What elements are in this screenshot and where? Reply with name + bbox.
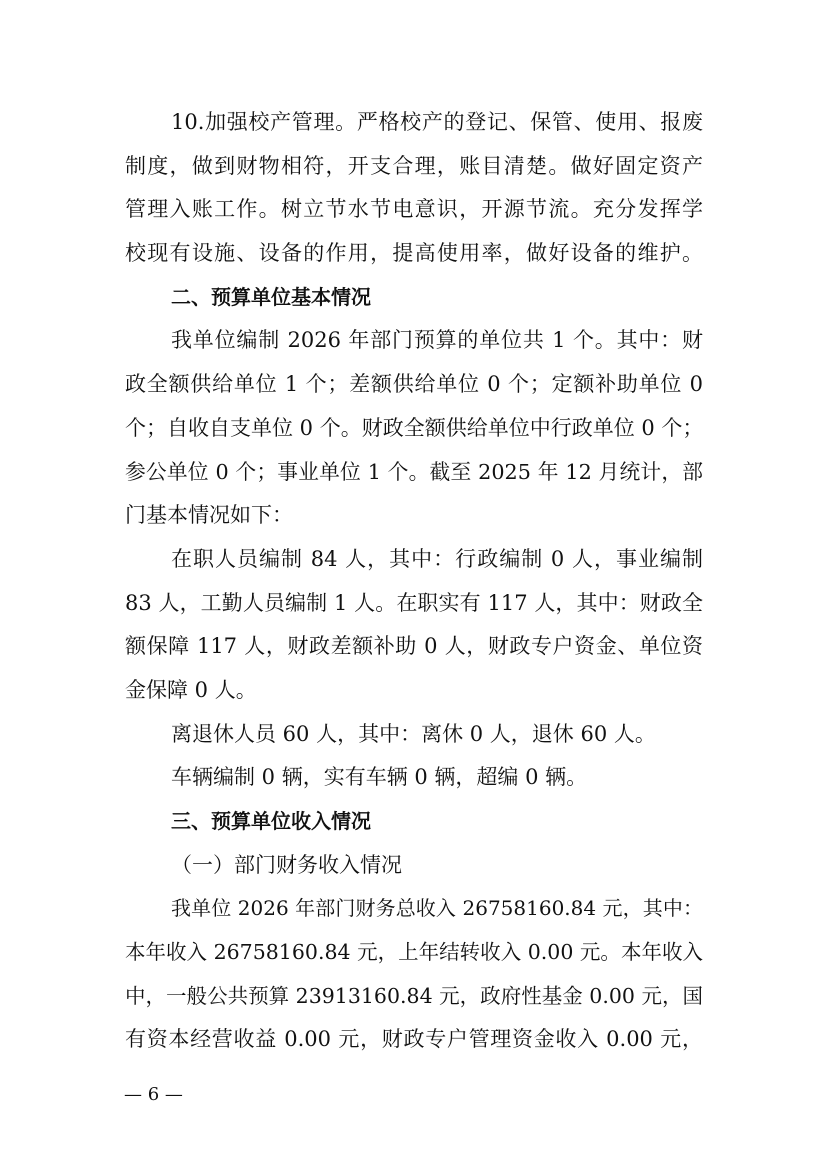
paragraph-line: 参公单位 0 个；事业单位 1 个。截至 2025 年 12 月统计，部: [125, 459, 703, 484]
document-body: [125, 101, 703, 1062]
paragraph-line: 我单位 2026 年部门财务总收入 26758160.84 元，其中：: [171, 896, 703, 921]
paragraph-line: 有资本经营收益 0.00 元，财政专户管理资金收入 0.00 元，: [125, 1027, 703, 1052]
paragraph-line: 政全额供给单位 1 个；差额供给单位 0 个；定额补助单位 0: [125, 372, 703, 397]
subsection-heading: （一）部门财务收入情况: [171, 852, 402, 877]
paragraph-line: 离退休人员 60 人，其中：离休 0 人，退休 60 人。: [171, 721, 656, 746]
section-heading: 三、预算单位收入情况: [171, 809, 371, 833]
paragraph-line: 校现有设施、设备的作用，提高使用率，做好设备的维护。: [125, 241, 703, 266]
paragraph-line: 制度，做到财物相符，开支合理，账目清楚。做好固定资产: [125, 153, 703, 178]
paragraph-line: 金保障 0 人。: [125, 677, 257, 702]
paragraph-line: 门基本情况如下：: [125, 503, 293, 528]
paragraph-line: 在职人员编制 84 人，其中：行政编制 0 人，事业编制: [171, 546, 703, 571]
paragraph-line: 个；自收自支单位 0 个。财政全额供给单位中行政单位 0 个；: [125, 415, 704, 440]
paragraph-line: 额保障 117 人，财政差额补助 0 人，财政专户资金、单位资: [125, 634, 703, 659]
paragraph-line: 中，一般公共预算 23913160.84 元，政府性基金 0.00 元，国: [125, 983, 703, 1008]
paragraph-line: 83 人，工勤人员编制 1 人。在职实有 117 人，其中：财政全: [125, 590, 703, 615]
paragraph-line: 管理入账工作。树立节水节电意识，开源节流。充分发挥学: [125, 197, 703, 222]
page-number: — 6 —: [124, 1084, 183, 1105]
paragraph-line: 10.加强校产管理。严格校产的登记、保管、使用、报废: [171, 110, 703, 134]
paragraph-line: 车辆编制 0 辆，实有车辆 0 辆，超编 0 辆。: [171, 765, 588, 790]
paragraph-line: 我单位编制 2026 年部门预算的单位共 1 个。其中：财: [171, 328, 703, 353]
paragraph-line: 本年收入 26758160.84 元，上年结转收入 0.00 元。本年收入: [125, 940, 703, 965]
section-heading: 二、预算单位基本情况: [171, 284, 371, 309]
